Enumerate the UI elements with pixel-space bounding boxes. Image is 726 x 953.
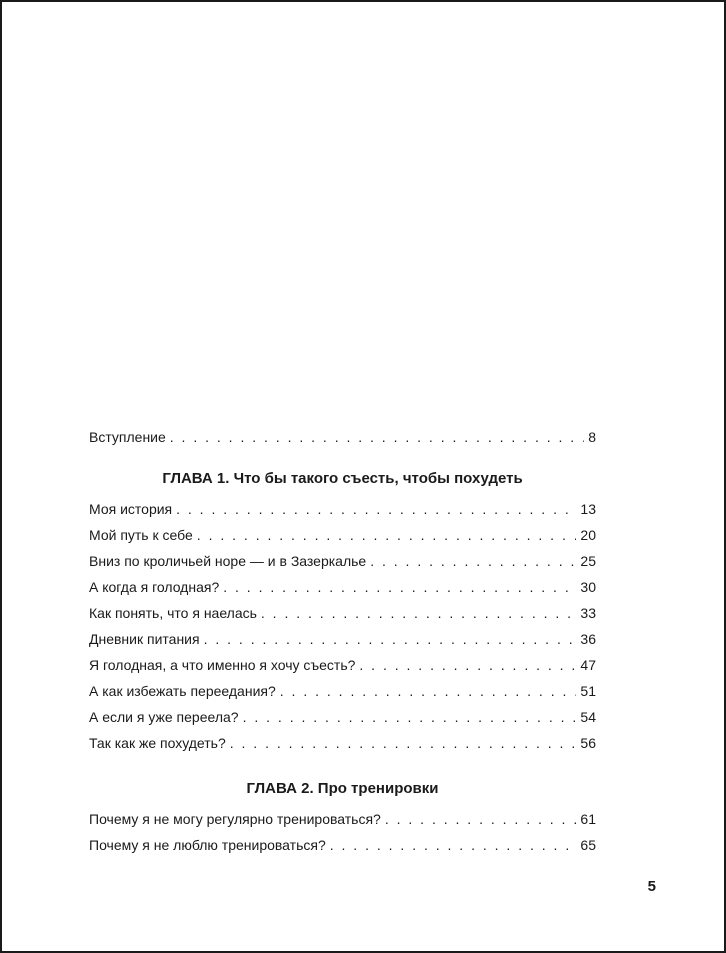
- toc-entry: [89, 681, 596, 707]
- toc-entry: [89, 835, 596, 861]
- chapter-1-heading: ГЛАВА 1. Что бы такого съесть, чтобы похудеть: [162, 470, 523, 487]
- toc-entry-title: А как избежать переедания?: [89, 683, 276, 699]
- toc-entry-title: Моя история: [89, 501, 173, 517]
- toc-entry-title: Вступление: [89, 429, 166, 445]
- toc-entry-intro: [89, 427, 596, 453]
- toc-leader-dots: [330, 835, 577, 855]
- toc-entry: [89, 655, 596, 681]
- toc-entry: [89, 629, 596, 655]
- toc-entry-page: 65: [580, 837, 596, 853]
- toc-entry-title: Так как же похудеть?: [89, 735, 226, 751]
- toc-entry: [89, 525, 596, 551]
- toc-entry-title: А если я уже переела?: [89, 709, 239, 725]
- toc-entry-title: Дневник питания: [89, 631, 200, 647]
- table-of-contents: [89, 427, 596, 861]
- toc-leader-dots: [230, 733, 577, 753]
- toc-entry-page: 56: [580, 735, 596, 751]
- toc-entry: [89, 603, 596, 629]
- toc-entry-page: 20: [580, 527, 596, 543]
- toc-leader-dots: [176, 499, 576, 519]
- toc-entry: [89, 707, 596, 733]
- toc-entry-title: А когда я голодная?: [89, 579, 220, 595]
- toc-entry: [89, 809, 596, 835]
- page-number: 5: [647, 878, 656, 895]
- toc-entry-page: 54: [580, 709, 596, 725]
- toc-entry-page: 33: [580, 605, 596, 621]
- toc-entry: [89, 499, 596, 525]
- toc-leader-dots: [359, 655, 576, 675]
- toc-entry: [89, 577, 596, 603]
- toc-leader-dots: [280, 681, 577, 701]
- toc-entry-page: 13: [580, 501, 596, 517]
- toc-entry-page: 36: [580, 631, 596, 647]
- toc-entry: [89, 733, 596, 759]
- toc-entry-page: 30: [580, 579, 596, 595]
- toc-entry-title: Мой путь к себе: [89, 527, 193, 543]
- toc-entry-page: 61: [580, 811, 596, 827]
- toc-leader-dots: [370, 551, 576, 571]
- toc-entry-title: Почему я не могу регулярно тренироваться?: [89, 811, 381, 827]
- toc-entry: [89, 551, 596, 577]
- toc-entry-page: 47: [580, 657, 596, 673]
- toc-entry-title: Как понять, что я наелась: [89, 605, 257, 621]
- toc-leader-dots: [204, 629, 577, 649]
- toc-entry-page: 8: [588, 429, 596, 445]
- toc-entry-title: Я голодная, а что именно я хочу съесть?: [89, 657, 356, 673]
- toc-leader-dots: [385, 809, 577, 829]
- toc-entry-title: Почему я не люблю тренироваться?: [89, 837, 326, 853]
- toc-entry-page: 51: [580, 683, 596, 699]
- toc-leader-dots: [243, 707, 577, 727]
- toc-leader-dots: [223, 577, 576, 597]
- toc-entry-title: Вниз по кроличьей норе — и в Зазеркалье: [89, 553, 367, 569]
- toc-leader-dots: [170, 427, 584, 447]
- chapter-2-heading: ГЛАВА 2. Про тренировки: [246, 780, 439, 797]
- toc-leader-dots: [197, 525, 577, 545]
- toc-leader-dots: [261, 603, 577, 623]
- toc-entry-page: 25: [580, 553, 596, 569]
